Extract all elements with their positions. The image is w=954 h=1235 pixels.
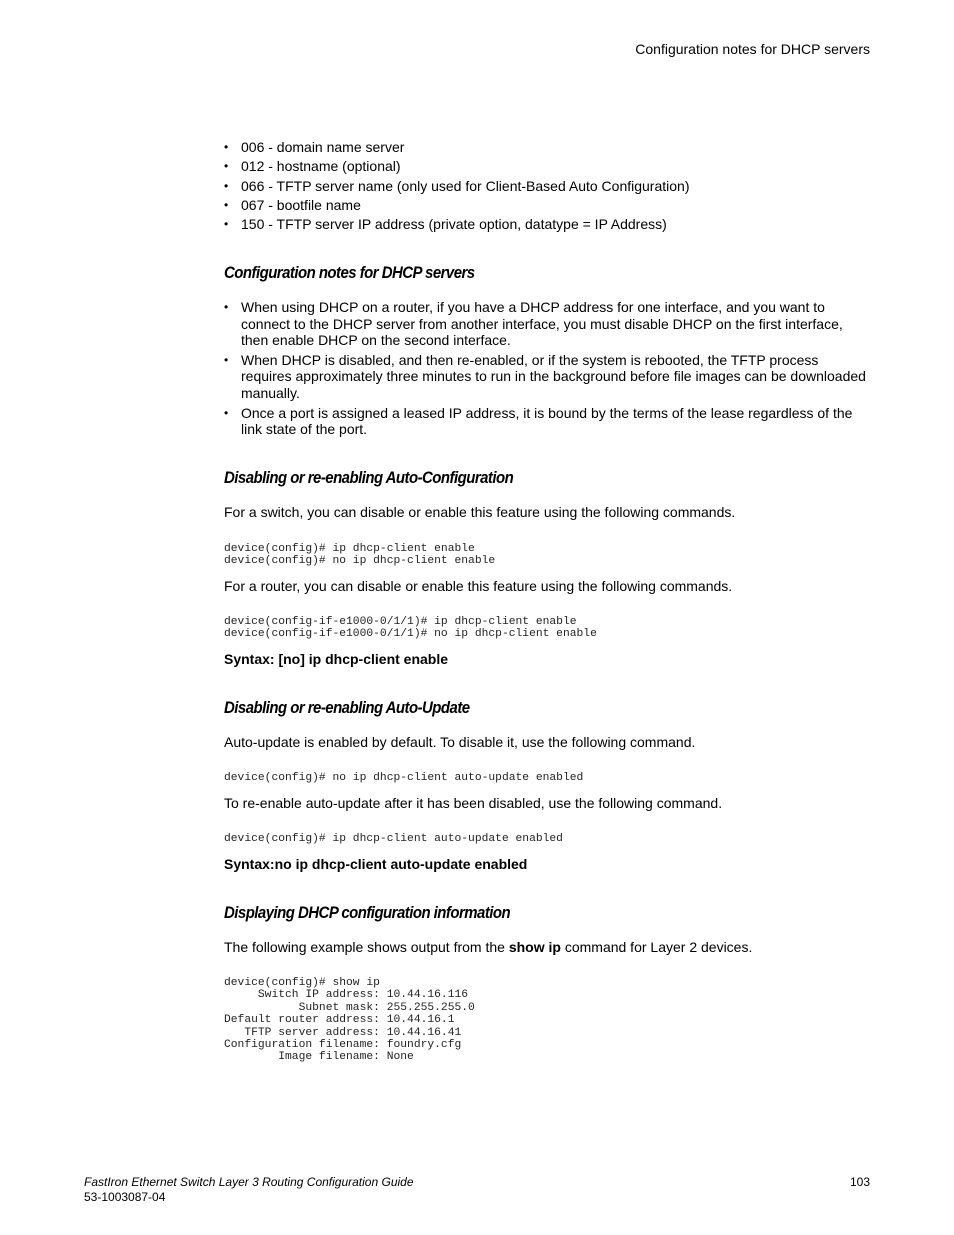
show-ip-paragraph (224, 939, 752, 955)
running-header: Configuration notes for DHCP servers (635, 41, 870, 57)
paragraph-text: The following example shows output from the (224, 939, 509, 955)
section-heading-display-config: Displaying DHCP configuration information (224, 903, 511, 922)
list-item: • Once a port is assigned a leased IP address, it is bound by the terms of the lease regardless of the link state of the port. (224, 405, 872, 438)
list-item: • 066 - TFTP server name (only used for Client-Based Auto Configuration) (224, 177, 872, 196)
list-item: • 006 - domain name server (224, 138, 872, 157)
section-heading-auto-configuration: Disabling or re-enabling Auto-Configuration (224, 468, 514, 487)
paragraph-text: command for Layer 2 devices. (560, 939, 753, 955)
switch-code-block: device(config)# ip dhcp-client enable device(config)# no ip dhcp-client enable (224, 543, 496, 568)
guide-title: FastIron Ethernet Switch Layer 3 Routing Configuration Guide (84, 1175, 414, 1189)
auto-configuration-syntax: Syntax: [no] ip dhcp-client enable (224, 651, 449, 667)
router-code-block: device(config-if-e1000-0/1/1)# ip dhcp-client enable device(config-if-e1000-0/1/1)# no ip dhcp-client enable (224, 616, 597, 641)
list-item: • 067 - bootfile name (224, 196, 872, 215)
page-number: 103 (849, 1175, 870, 1189)
router-paragraph: For a router, you can disable or enable this feature using the following commands. (224, 578, 733, 594)
disable-paragraph: Auto-update is enabled by default. To disable it, use the following command. (224, 734, 696, 750)
footer (84, 1175, 414, 1205)
disable-code-block: device(config)# no ip dhcp-client auto-update enabled (224, 772, 584, 784)
list-item: • When DHCP is disabled, and then re-enabled, or if the system is rebooted, the TFTP process requires approximately three minutes to run in the background before file images can be downloaded manually. (224, 352, 872, 402)
enable-code-block: device(config)# ip dhcp-client auto-update enabled (224, 833, 563, 845)
switch-paragraph: For a switch, you can disable or enable this feature using the following commands. (224, 504, 736, 520)
section-heading-auto-update: Disabling or re-enabling Auto-Update (224, 698, 470, 717)
dhcp-notes-list (224, 299, 872, 441)
list-item: • When using DHCP on a router, if you have a DHCP address for one interface, and you want to connect to the DHCP server from another interface, you must disable DHCP on the first interface, then enable DHCP on the second interface. (224, 299, 872, 349)
enable-paragraph: To re-enable auto-update after it has been disabled, use the following command. (224, 795, 723, 811)
list-item: • 012 - hostname (optional) (224, 157, 872, 176)
show-ip-output: device(config)# show ip Switch IP address: 10.44.16.116 Subnet mask: 255.255.255.0 Default router address: 10.44.16.1 TFTP server address: 10.44.16.41 Configuration filename: foundry.cfg Image filename: None (224, 977, 475, 1064)
auto-update-syntax: Syntax:no ip dhcp-client auto-update enabled (224, 856, 528, 872)
section-heading-dhcp-notes: Configuration notes for DHCP servers (224, 263, 475, 282)
document-number: 53-1003087-04 (84, 1190, 166, 1204)
list-item: • 150 - TFTP server IP address (private option, datatype = IP Address) (224, 215, 872, 234)
dhcp-options-list (224, 138, 872, 234)
command-name: show ip (508, 939, 561, 955)
